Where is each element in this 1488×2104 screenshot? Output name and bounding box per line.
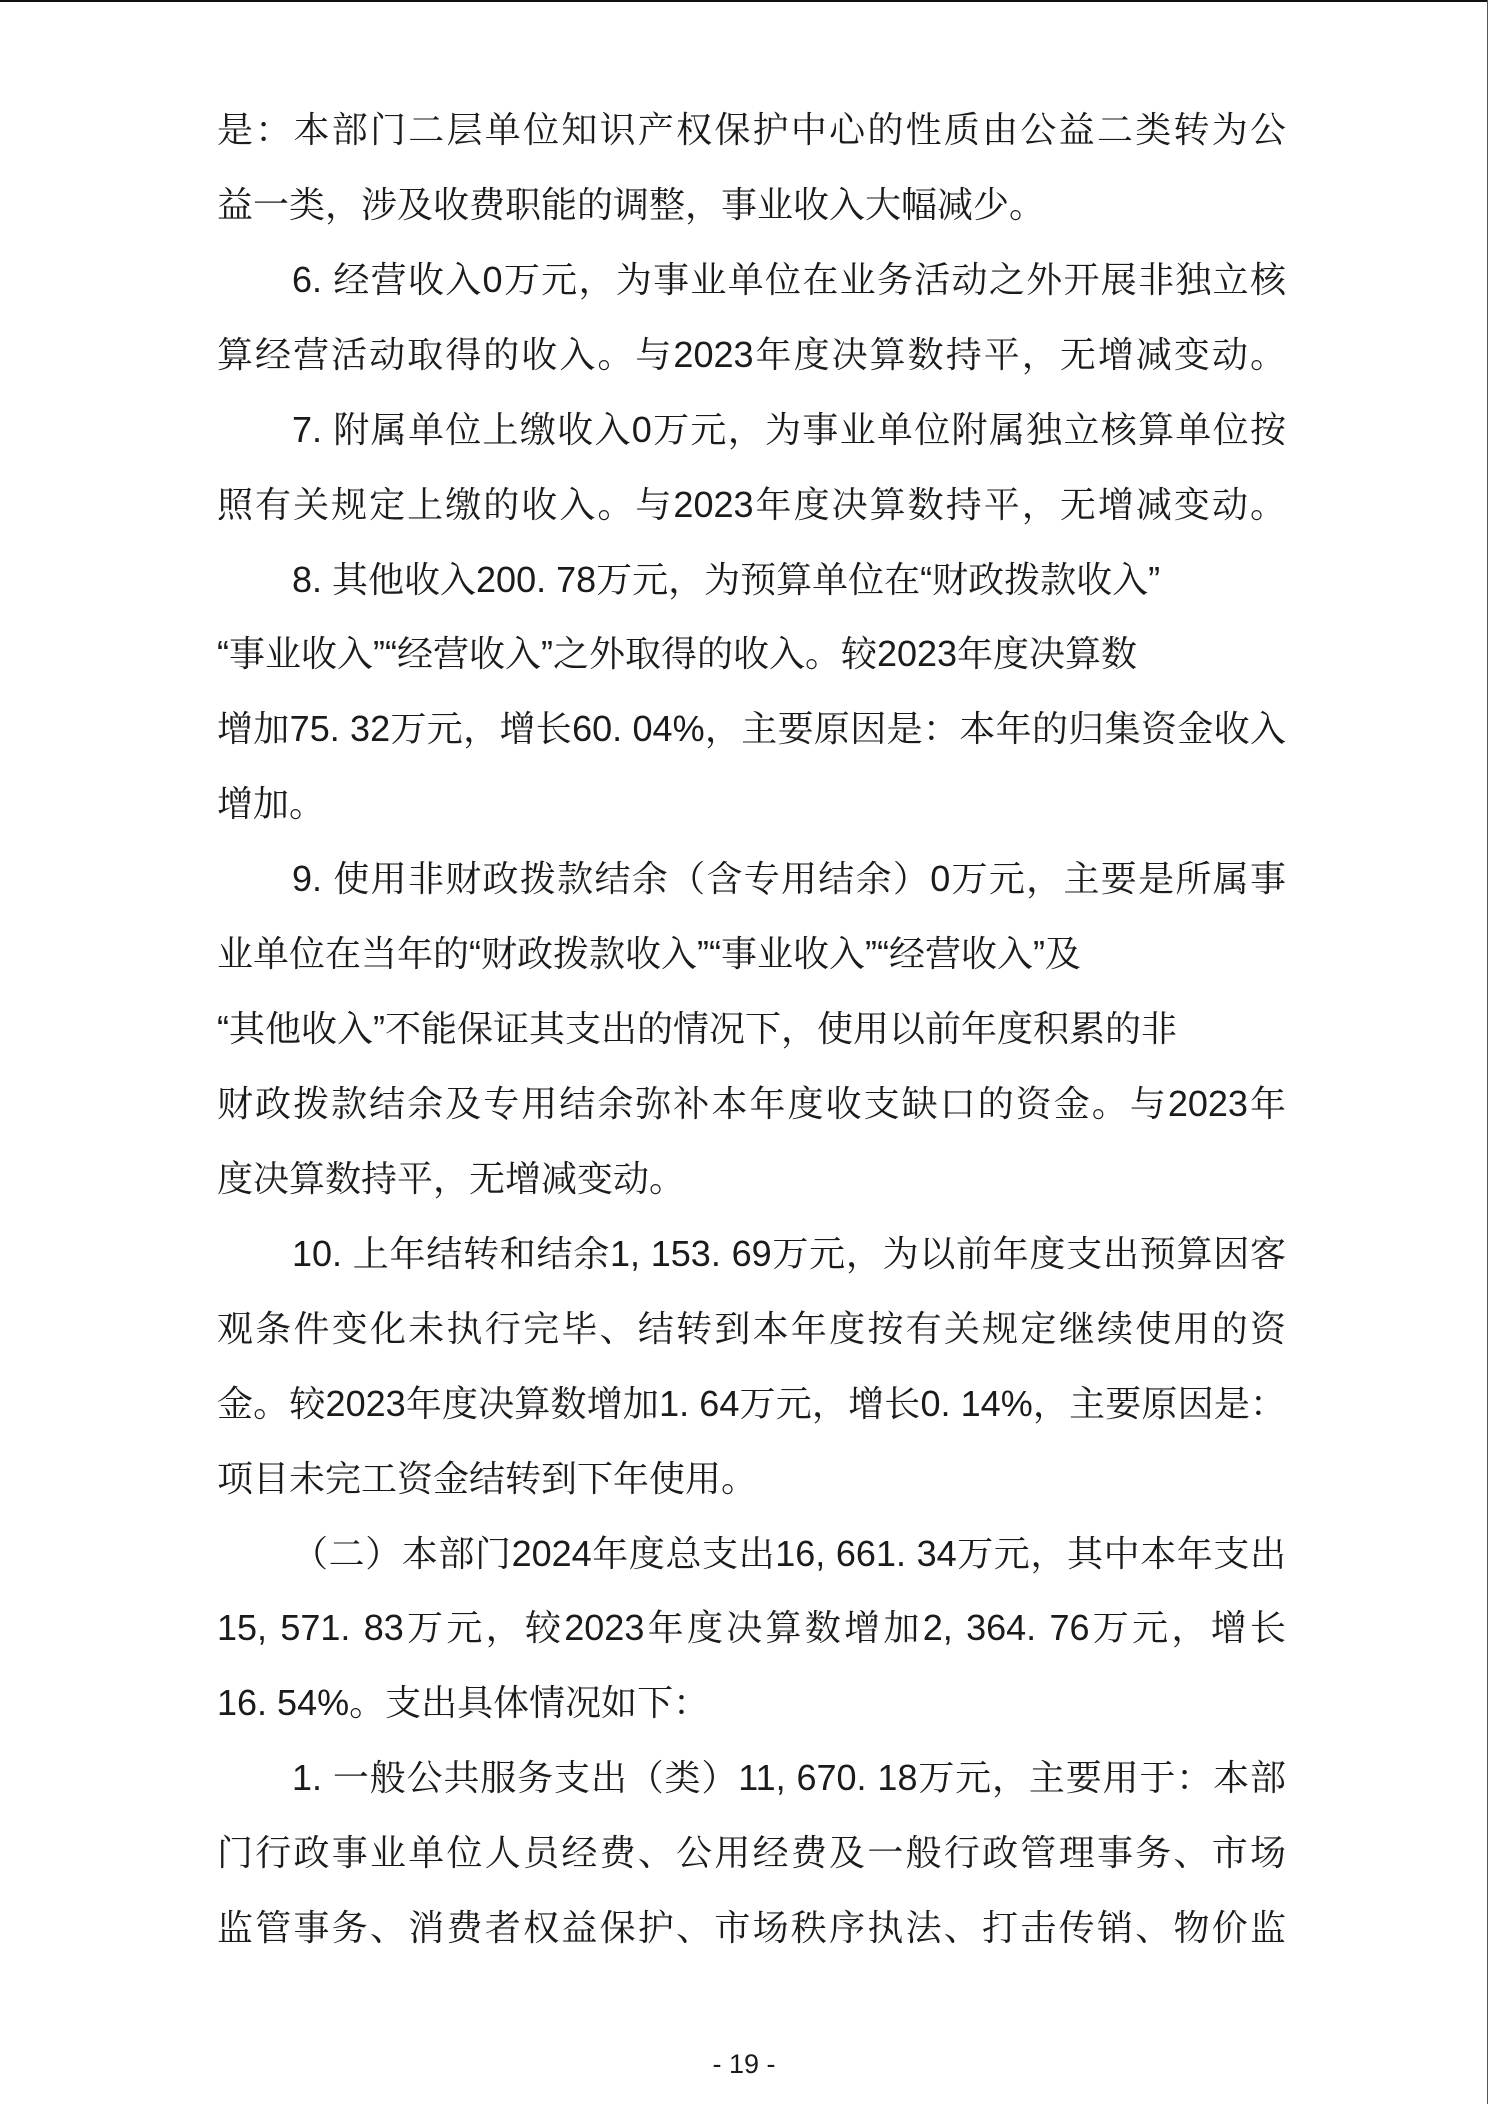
text-line: 业单位在当年的“财政拨款收入”“事业收入”“经营收入”及 [217,933,1081,975]
paragraph-item-8 [217,543,1286,843]
text-line: 金。较2023年度决算数增加1. 64万元，增长0. 14%，主要原因是： [217,1382,1286,1424]
text-line: “事业收入”“经营收入”之外取得的收入。较2023年度决算数 [217,633,1138,675]
text-line: 观条件变化未执行完毕、结转到本年度按有关规定继续使用的资 [217,1307,1286,1349]
text-line: 项目未完工资金结转到下年使用。 [217,1457,758,1499]
text-line: 增加75. 32万元，增长60. 04%，主要原因是：本年的归集资金收入 [217,708,1286,750]
text-line: 1. 一般公共服务支出（类）11, 670. 18万元，主要用于：本部 [292,1757,1286,1799]
paragraph-item-7 [217,393,1286,543]
text-line: “其他收入”不能保证其支出的情况下，使用以前年度积累的非 [217,1008,1177,1050]
text-line: 照有关规定上缴的收入。与2023年度决算数持平，无增减变动。 [217,483,1286,525]
paragraph-expense-item-1 [217,1741,1286,1966]
text-line: 8. 其他收入200. 78万元，为预算单位在“财政拨款收入” [292,558,1161,600]
paragraph-section-2 [217,1517,1286,1742]
paragraph-item-10 [217,1217,1286,1517]
text-line: （二）本部门2024年度总支出16, 661. 34万元，其中本年支出 [292,1532,1286,1574]
text-line: 监管事务、消费者权益保护、市场秩序执法、打击传销、物价监 [217,1907,1286,1949]
text-line: 9. 使用非财政拨款结余（含专用结余）0万元，主要是所属事 [292,858,1286,900]
text-line: 增加。 [217,783,326,825]
text-line: 度决算数持平，无增减变动。 [217,1157,686,1199]
document-body [217,93,1286,1966]
text-line: 益一类，涉及收费职能的调整，事业收入大幅减少。 [217,183,1046,225]
page-number: - 19 - [712,2049,776,2079]
text-line: 门行政事业单位人员经费、公用经费及一般行政管理事务、市场 [217,1832,1286,1874]
paragraph-item-6 [217,243,1286,393]
text-line: 6. 经营收入0万元，为事业单位在业务活动之外开展非独立核 [292,258,1286,300]
paragraph-continuation [217,93,1286,243]
text-line: 10. 上年结转和结余1, 153. 69万元，为以前年度支出预算因客 [292,1232,1286,1274]
text-line: 7. 附属单位上缴收入0万元，为事业单位附属独立核算单位按 [292,408,1286,450]
paragraph-item-9 [217,842,1286,1217]
text-line: 是：本部门二层单位知识产权保护中心的性质由公益二类转为公 [217,109,1286,150]
text-line: 15, 571. 83万元，较2023年度决算数增加2, 364. 76万元，增长 [217,1607,1286,1649]
text-line: 算经营活动取得的收入。与2023年度决算数持平，无增减变动。 [217,333,1286,375]
text-line: 16. 54%。支出具体情况如下： [217,1682,710,1724]
text-line: 财政拨款结余及专用结余弥补本年度收支缺口的资金。与2023年 [217,1082,1286,1124]
page-top-rule [0,0,1488,2]
